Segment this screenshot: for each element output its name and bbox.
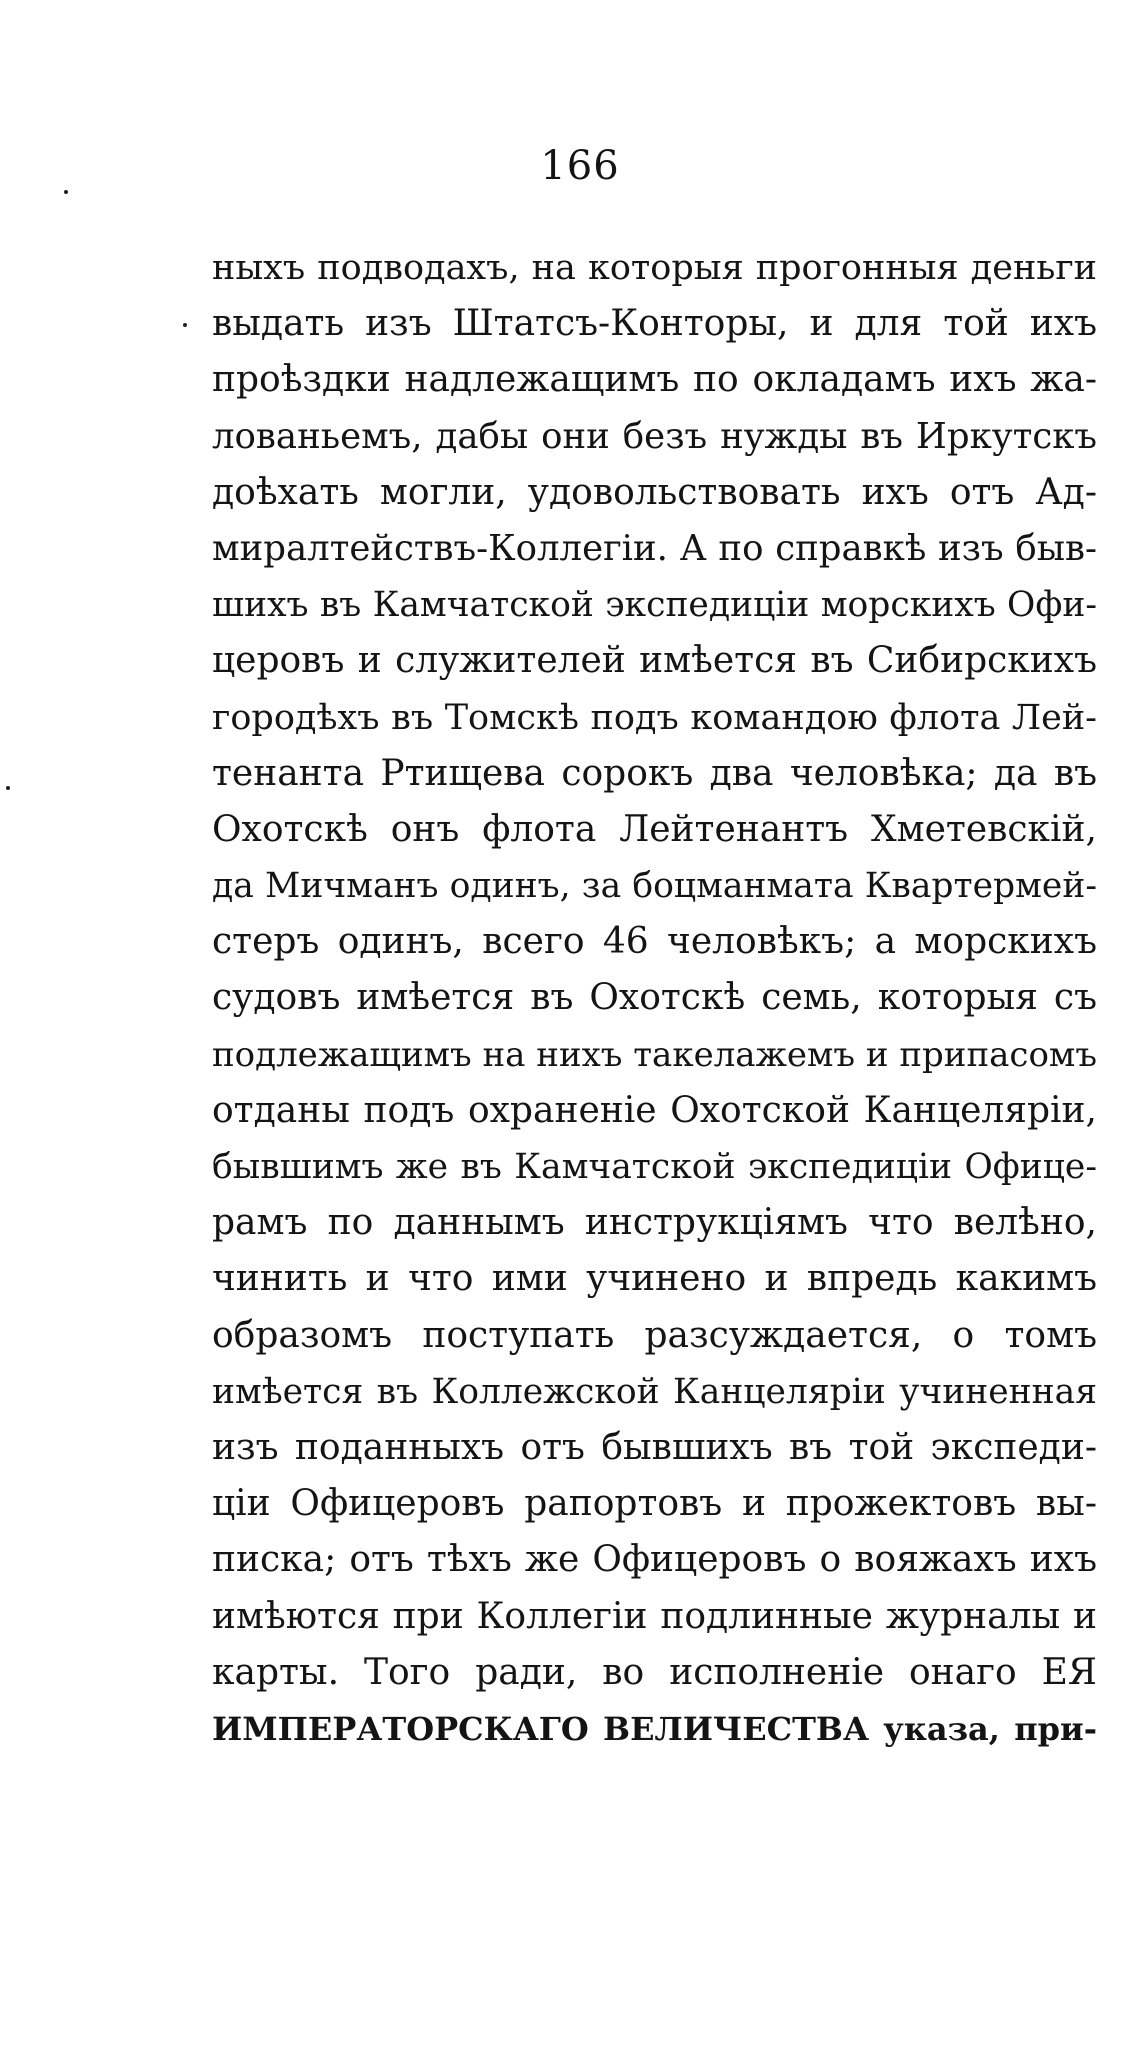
text-line: рамъ по даннымъ инструкціямъ что велѣно, [212, 1202, 1097, 1244]
text-line: изъ поданныхъ отъ бывшихъ въ той экспеди- [212, 1426, 1097, 1468]
ink-speck [64, 190, 68, 194]
page-number: 166 [540, 143, 620, 189]
text-line-bold: ИМПЕРАТОРСКАГО ВЕЛИЧЕСТВА указа, при- [212, 1709, 1097, 1748]
text-line: проѣздки надлежащимъ по окладамъ ихъ жа- [212, 359, 1097, 401]
text-line: выдать изъ Штатсъ-Конторы, и для той ихъ [212, 303, 1097, 345]
text-line: тенанта Ртищева сорокъ два человѣка; да въ [212, 752, 1097, 794]
text-line: стеръ одинъ, всего 46 человѣкъ; а морскихъ [212, 921, 1097, 963]
text-line: имѣются при Коллегіи подлинные журналы и [212, 1595, 1097, 1637]
text-line: писка; отъ тѣхъ же Офицеровъ о вояжахъ ихъ [212, 1539, 1097, 1581]
text-line: отданы подъ охраненіе Охотской Канцеляріи, [212, 1089, 1097, 1131]
text-line: доѣхать могли, удовольствовать ихъ отъ Ад- [212, 471, 1097, 513]
text-line: лованьемъ, дабы они безъ нужды въ Иркутскъ [212, 415, 1097, 457]
text-line: судовъ имѣется въ Охотскѣ семь, которыя съ [212, 977, 1097, 1019]
text-line: образомъ поступать разсуждается, о томъ [212, 1314, 1097, 1356]
text-line: Охотскѣ онъ флота Лейтенантъ Хметевскій, [212, 808, 1097, 850]
text-line: церовъ и служителей имѣется въ Сибирскихъ [212, 640, 1097, 682]
text-line: миралтействъ-Коллегіи. А по справкѣ изъ быв- [212, 527, 1097, 569]
text-line: шихъ въ Камчатской экспедиціи морскихъ Офи- [212, 585, 1097, 626]
text-line: чинить и что ими учинено и впредь какимъ [212, 1258, 1097, 1300]
body-text [212, 240, 1097, 1757]
text-line: да Мичманъ одинъ, за боцманмата Квартермей- [212, 866, 1097, 907]
text-line: бывшимъ же въ Камчатской экспедиціи Офице- [212, 1147, 1097, 1187]
text-line: ныхъ подводахъ, на которыя прогонныя деньги [212, 248, 1097, 288]
ink-speck [183, 323, 187, 327]
text-line: подлежащимъ на нихъ такелажемъ и припасомъ [212, 1034, 1097, 1075]
text-line: карты. Того ради, во исполненіе онаго ЕЯ [212, 1651, 1097, 1693]
text-line: имѣется въ Коллежской Канцеляріи учиненная [212, 1371, 1097, 1412]
text-line: городѣхъ въ Томскѣ подъ командою флота Лей- [212, 697, 1097, 738]
text-line: ціи Офицеровъ рапортовъ и прожектовъ вы- [212, 1483, 1097, 1525]
ink-speck [6, 786, 10, 790]
